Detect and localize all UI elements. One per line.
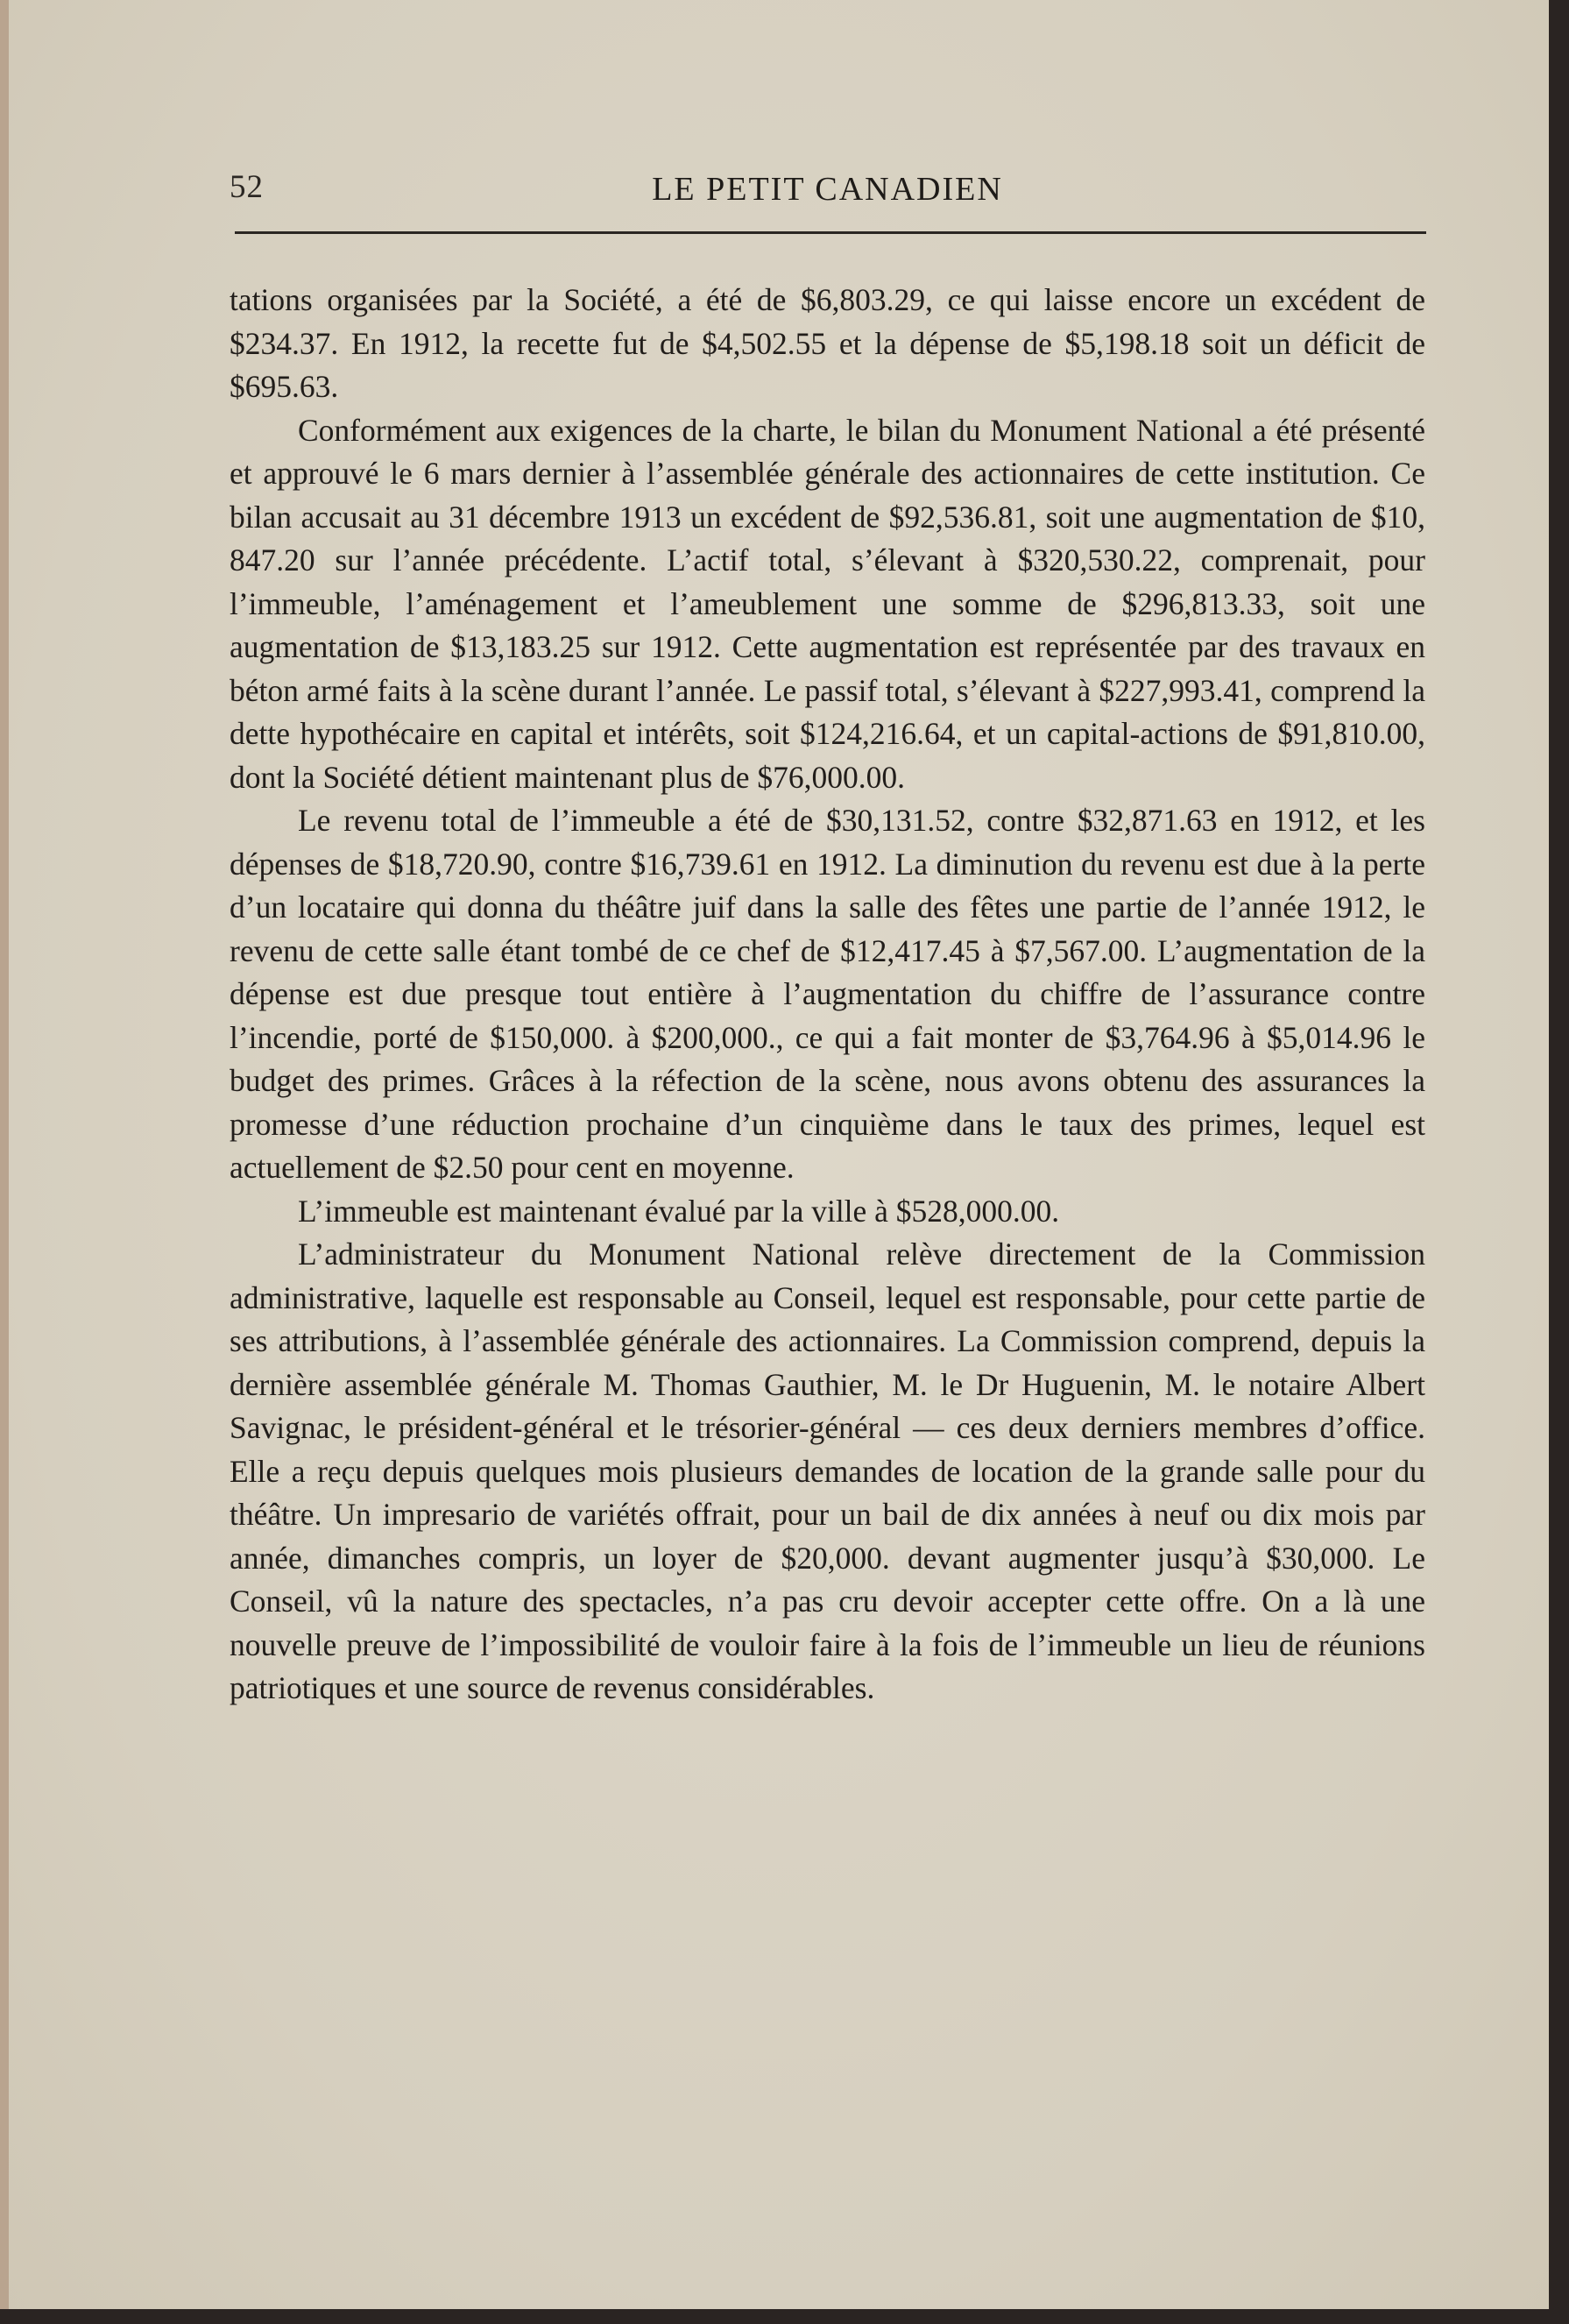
paragraph-continuation: tations organisées par la Société, a été de $6,803.29, ce qui laisse encore un excédent de $234.37. En 1912, la recette fut de $4,502.55 et la dépense de $5,198.18 soit un déficit de $695.63. [230,282,1425,404]
body-text [230,279,1425,1711]
header-rule [235,231,1426,234]
running-title: LE PETIT CANADIEN [652,171,1003,208]
paragraph-evaluation: L’immeuble est maintenant évalué par la ville à $528,000.00. [298,1193,1060,1229]
page-header [230,161,1425,223]
page-edge [0,0,9,2309]
paragraph-administrateur: L’administrateur du Monument National relève directement de la Commission administrative, laquelle est responsable au Conseil, lequel est responsable, pour cette partie de ses attributions, à l’assemblée générale des actionnaires. La Commission comprend, depuis la dernière assemblée générale M. Thomas Gauthier, M. le Dr Huguenin, M. le notaire Albert Savignac, le président-général et le trésorier-général — ces deux derniers membres d’office. Elle a reçu depuis quelques mois plusieurs demandes de location de la grande salle pour du théâtre. Un impresario de variétés offrait, pour un bail de dix années à neuf ou dix mois par année, dimanches compris, un loyer de $20,000. devant augmenter jusqu’à $30,000. Le Conseil, vû la nature des spectacles, n’a pas cru devoir accepter cette offre. On a là une nouvelle preuve de l’impossibilité de vouloir faire à la fois de l’immeuble un lieu de réunions patriotiques et une source de revenus considérables. [230,1236,1425,1705]
page-number: 52 [230,169,264,205]
paragraph-bilan: Conformément aux exigences de la charte, le bilan du Monument National a été présenté et approuvé le 6 mars dernier à l’assemblée générale des actionnaires de cette institution. Ce bilan accusait au 31 décembre 1913 un excédent de $92,536.81, soit une augmentation de $10, 847.20 sur l’année précédente. L’actif total, s’élevant à $320,530.22, comprenait, pour l’immeuble, l’aménagement et l’ameublement une somme de $296,813.33, soit une augmentation de $13,183.25 sur 1912. Cette augmentation est représentée par des travaux en béton armé faits à la scène durant l’année. Le passif total, s’élevant à $227,993.41, comprend la dette hypothécaire en capital et intérêts, soit $124,216.64, et un capital-actions de $91,810.00, dont la Société détient maintenant plus de $76,000.00. [230,412,1425,795]
paragraph-revenu: Le revenu total de l’immeuble a été de $30,131.52, contre $32,871.63 en 1912, et les dépenses de $18,720.90, contre $16,739.61 en 1912. La diminution du revenu est due à la perte d’un locataire qui donna du théâtre juif dans la salle des fêtes une partie de l’année 1912, le revenu de cette salle étant tombé de ce chef de $12,417.45 à $7,567.00. L’augmentation de la dépense est due presque tout entière à l’augmentation du chiffre de l’assurance contre l’incendie, porté de $150,000. à $200,000., ce qui a fait monter de $3,764.96 à $5,014.96 le budget des primes. Grâces à la réfection de la scène, nous avons obtenu des assurances la promesse d’une réduction prochaine d’un cinquième dans le taux des primes, lequel est actuellement de $2.50 pour cent en moyenne. [230,803,1425,1185]
